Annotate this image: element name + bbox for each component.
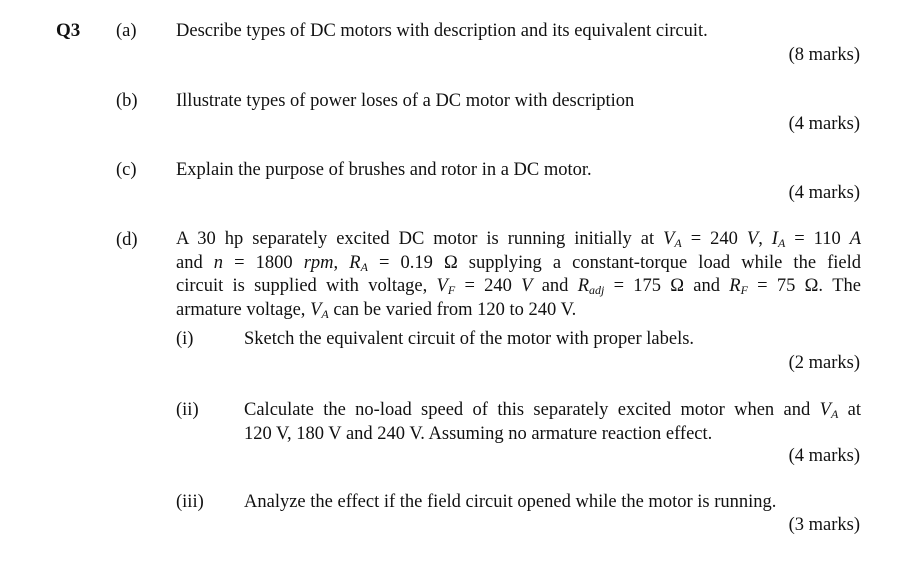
subpart-ii-label: (ii) [176, 400, 199, 420]
part-c-marks: (4 marks) [788, 183, 860, 203]
part-d-intro-line1: A 30 hp separately excited DC motor is running initially at $V_A = 240$ V, $I_A = 110$ A [176, 229, 862, 250]
part-c-text: Explain the purpose of brushes and rotor in a DC motor. [176, 160, 592, 180]
part-d-intro [176, 228, 861, 322]
part-d-intro-line2: and n = 1800 rpm, $R_A = 0.19$ Ω supplying a constant-torque load while the field [176, 252, 862, 274]
subpart-ii-text-line2: 120 V, 180 V and 240 V. Assuming no armature reaction effect. [244, 424, 713, 444]
subpart-ii-marks: (4 marks) [788, 446, 860, 466]
part-b-marks: (4 marks) [788, 114, 860, 134]
part-d-intro-line4: armature voltage, $V_A$ can be varied from 120 to 240 V. [176, 299, 577, 321]
subpart-i-marks: (2 marks) [788, 353, 860, 373]
question-number: Q3 [56, 20, 81, 41]
subpart-i-label: (i) [176, 329, 194, 349]
subpart-iii-marks: (3 marks) [788, 515, 860, 535]
part-a-marks: (8 marks) [788, 45, 860, 65]
part-d-intro-line3: circuit is supplied with voltage, $V_F = 240$ V and $R_{adj} = 175$ Ω and $R_F = 75$ Ω. The [176, 276, 862, 298]
subpart-ii-text-line1: Calculate the no-load speed of this separately excited motor when and $V_A$ at [244, 400, 861, 421]
subpart-i-text: Sketch the equivalent circuit of the motor with proper labels. [244, 329, 695, 349]
part-a-label: (a) [116, 21, 137, 41]
part-b-label: (b) [116, 91, 138, 111]
part-a-text: Describe types of DC motors with description and its equivalent circuit. [176, 21, 708, 41]
subpart-iii-text: Analyze the effect if the field circuit opened while the motor is running. [244, 492, 777, 512]
subpart-iii-label: (iii) [176, 492, 204, 512]
part-d-label: (d) [116, 230, 138, 250]
part-c-label: (c) [116, 160, 137, 180]
part-b-text: Illustrate types of power loses of a DC motor with description [176, 91, 635, 111]
